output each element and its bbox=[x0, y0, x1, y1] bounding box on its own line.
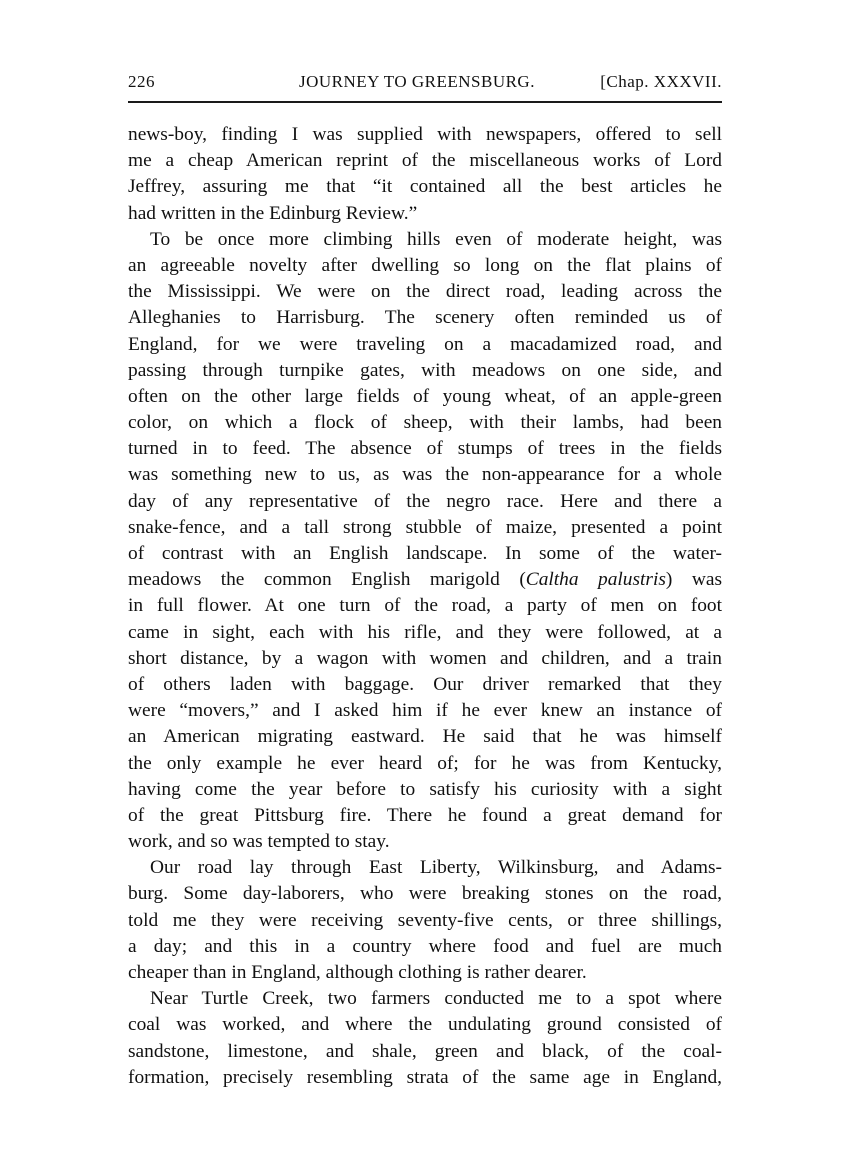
text-line: was something new to us, as was the non-appearance for a whole bbox=[128, 464, 722, 486]
text-segment: meadows the common English marigold ( bbox=[128, 569, 526, 591]
text-line: burg. Some day-laborers, who were breaking stones on the road, bbox=[128, 883, 722, 905]
text-line: short distance, by a wagon with women and children, and a train bbox=[128, 647, 722, 669]
text-line: snake-fence, and a tall strong stubble of maize, presented a point bbox=[128, 516, 722, 538]
text-line: of others laden with baggage. Our driver remarked that they bbox=[128, 673, 722, 695]
text-line: an agreeable novelty after dwelling so long on the flat plains of bbox=[128, 254, 722, 276]
italic-term: Caltha palustris bbox=[525, 569, 666, 591]
text-line: of contrast with an English landscape. In some of the water- bbox=[128, 543, 722, 564]
text-line: passing through turnpike gates, with meadows on one side, and bbox=[128, 359, 722, 381]
text-line: sandstone, limestone, and shale, green and black, of the coal- bbox=[128, 1040, 722, 1062]
running-title: JOURNEY TO GREENSBURG. bbox=[299, 72, 535, 91]
text-line: work, and so was tempted to stay. bbox=[128, 831, 390, 853]
text-line: Near Turtle Creek, two farmers conducted me to a spot where bbox=[150, 988, 722, 1010]
text-line: turned in to feed. The absence of stumps of trees in the fields bbox=[128, 438, 722, 460]
text-line: Alleghanies to Harrisburg. The scenery often reminded us of bbox=[128, 307, 722, 329]
text-line: of the great Pittsburg fire. There he found a great demand for bbox=[128, 804, 722, 826]
text-line: had written in the Edinburg Review.” bbox=[128, 202, 418, 224]
text-line: day of any representative of the negro race. Here and there a bbox=[128, 490, 722, 512]
text-line: Our road lay through East Liberty, Wilkinsburg, and Adams- bbox=[150, 857, 722, 879]
text-line-with-italic bbox=[128, 567, 722, 593]
text-line: formation, precisely resembling strata of the same age in England, bbox=[128, 1066, 722, 1088]
running-head bbox=[128, 72, 722, 94]
header-rule bbox=[128, 101, 722, 103]
text-line: England, for we were traveling on a macadamized road, and bbox=[128, 333, 722, 355]
text-line: were “movers,” and I asked him if he ever knew an instance of bbox=[128, 700, 722, 722]
text-line: having come the year before to satisfy his curiosity with a sight bbox=[128, 778, 722, 800]
body-text bbox=[128, 122, 722, 1091]
text-segment: ) was bbox=[665, 569, 722, 591]
text-line: the only example he ever heard of; for he was from Kentucky, bbox=[128, 752, 722, 774]
text-line: coal was worked, and where the undulating ground consisted of bbox=[128, 1014, 722, 1036]
text-line: in full flower. At one turn of the road, a party of men on foot bbox=[128, 595, 722, 617]
text-line: came in sight, each with his rifle, and they were followed, at a bbox=[128, 621, 722, 643]
text-line: often on the other large fields of young wheat, of an apple-green bbox=[128, 385, 722, 407]
text-line: me a cheap American reprint of the miscellaneous works of Lord bbox=[128, 150, 722, 172]
text-line: an American migrating eastward. He said that he was himself bbox=[128, 726, 722, 748]
text-line: a day; and this in a country where food and fuel are much bbox=[128, 935, 722, 957]
chapter-label: [Chap. XXXVII. bbox=[600, 72, 722, 91]
text-line: the Mississippi. We were on the direct road, leading across the bbox=[128, 281, 722, 303]
page-number: 226 bbox=[128, 72, 155, 91]
text-line: told me they were receiving seventy-five cents, or three shillings, bbox=[128, 909, 722, 931]
text-line: Jeffrey, assuring me that “it contained all the best articles he bbox=[128, 176, 722, 198]
text-line: news-boy, finding I was supplied with newspapers, offered to sell bbox=[128, 124, 722, 145]
text-line: color, on which a flock of sheep, with their lambs, had been bbox=[128, 412, 722, 434]
text-line: To be once more climbing hills even of moderate height, was bbox=[150, 228, 722, 250]
text-line: cheaper than in England, although clothing is rather dearer. bbox=[128, 962, 587, 983]
